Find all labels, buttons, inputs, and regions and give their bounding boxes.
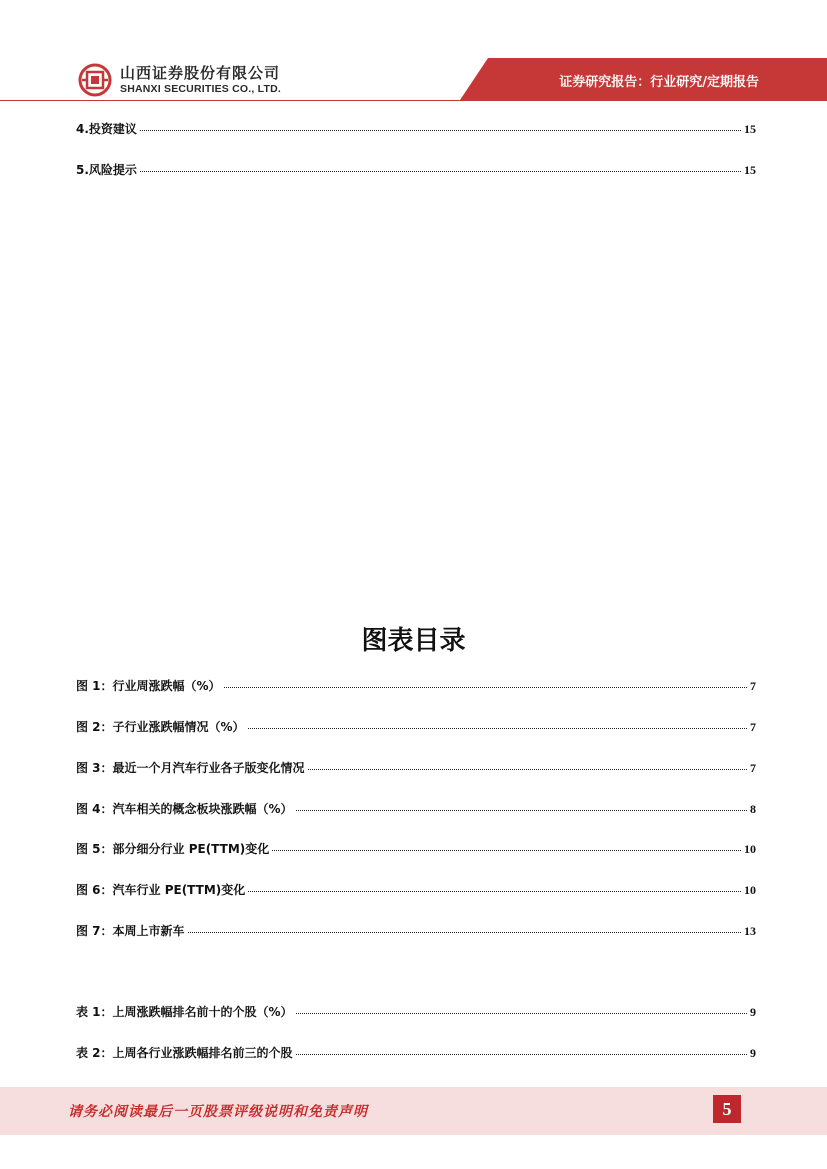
figure-toc-entry[interactable] (76, 922, 756, 939)
table-toc-page: 9 (750, 1046, 756, 1060)
figure-toc-label: 图 2：子行业涨跌幅情况（%） (76, 720, 245, 734)
figure-toc-entry[interactable] (76, 840, 756, 857)
figure-toc-entry[interactable] (76, 718, 756, 735)
figure-toc-entry[interactable] (76, 759, 756, 776)
figure-toc-label: 图 5：部分细分行业 PE(TTM)变化 (76, 842, 270, 856)
disclaimer-note: 请务必阅读最后一页股票评级说明和免责声明 (68, 1104, 368, 1120)
figure-toc-page: 7 (750, 761, 756, 775)
header-divider (0, 100, 827, 101)
toc-leader-dots (140, 130, 741, 131)
figure-toc-page: 13 (744, 924, 756, 938)
figure-toc-entry[interactable] (76, 677, 756, 694)
table-toc-label: 表 2：上周各行业涨跌幅排名前三的个股 (76, 1046, 293, 1060)
figure-toc-entry[interactable] (76, 881, 756, 898)
table-toc-entry[interactable] (76, 1003, 756, 1020)
toc-entry-label: 4.投资建议 (76, 122, 137, 136)
figure-toc-page: 7 (750, 720, 756, 734)
figures-section-title: 图表目录 (361, 626, 466, 656)
company-name-cn: 山西证券股份有限公司 (120, 63, 281, 82)
figure-toc-page: 8 (750, 802, 756, 816)
table-toc-label: 表 1：上周涨跌幅排名前十的个股（%） (76, 1005, 293, 1019)
figure-toc-label: 图 6：汽车行业 PE(TTM)变化 (76, 883, 246, 897)
toc-leader-dots (272, 850, 741, 851)
toc-entry-page: 15 (744, 122, 756, 136)
table-toc-entry[interactable] (76, 1044, 756, 1061)
company-logo-icon (78, 63, 112, 97)
company-logo (78, 60, 281, 100)
figure-toc-page: 10 (744, 883, 756, 897)
figure-toc-label: 图 4：汽车相关的概念板块涨跌幅（%） (76, 802, 293, 816)
page-number: 5 (713, 1095, 741, 1123)
toc-entry-page: 15 (744, 163, 756, 177)
toc-leader-dots (140, 171, 741, 172)
report-type-label: 证券研究报告：行业研究/定期报告 (559, 75, 759, 90)
toc-entry[interactable] (76, 120, 756, 137)
figure-toc-page: 10 (744, 842, 756, 856)
page-footer (0, 1087, 827, 1135)
page-header (0, 0, 827, 102)
toc-leader-dots (248, 728, 747, 729)
toc-leader-dots (188, 932, 741, 933)
toc-entry-label: 5.风险提示 (76, 163, 137, 177)
toc-leader-dots (248, 891, 741, 892)
company-name-en: SHANXI SECURITIES CO., LTD. (120, 82, 281, 95)
toc-leader-dots (296, 1054, 747, 1055)
toc-leader-dots (308, 769, 747, 770)
toc-leader-dots (296, 810, 747, 811)
figure-toc-label: 图 7：本周上市新车 (76, 924, 185, 938)
toc-leader-dots (224, 687, 747, 688)
figure-toc-label: 图 1：行业周涨跌幅（%） (76, 679, 221, 693)
toc-leader-dots (296, 1013, 747, 1014)
figure-toc-label: 图 3：最近一个月汽车行业各子版变化情况 (76, 761, 305, 775)
table-toc-page: 9 (750, 1005, 756, 1019)
figure-toc-entry[interactable] (76, 800, 756, 817)
toc-entry[interactable] (76, 161, 756, 178)
figure-toc-page: 7 (750, 679, 756, 693)
